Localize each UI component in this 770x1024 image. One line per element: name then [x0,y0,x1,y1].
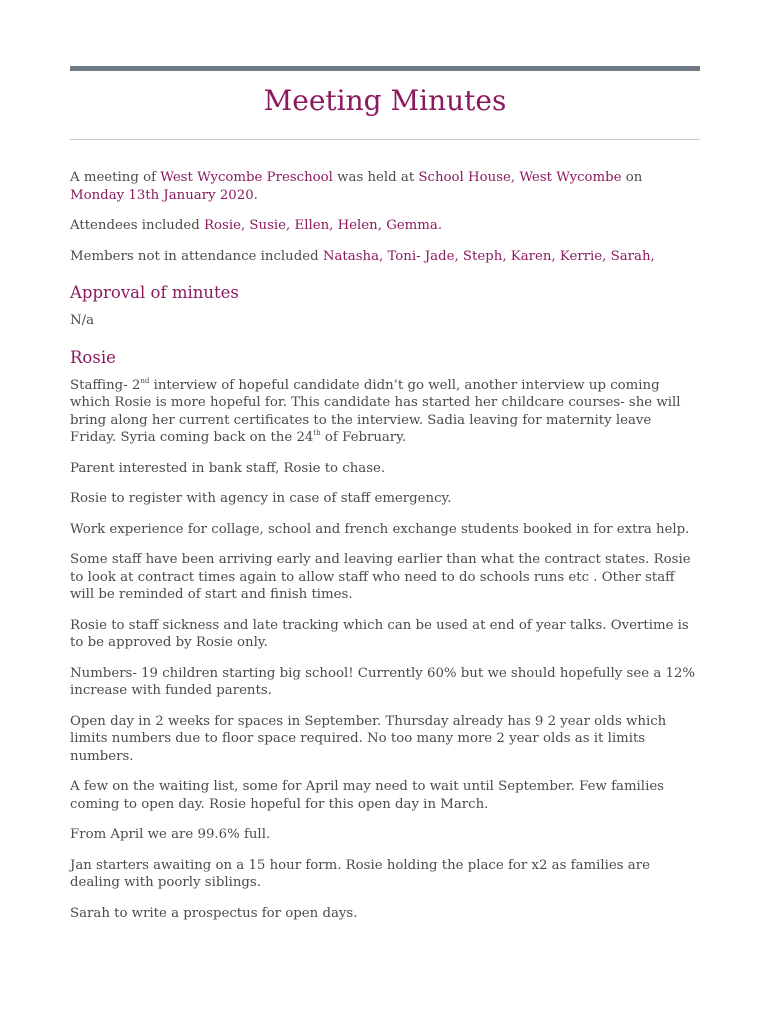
ordinal-suffix: th [313,429,321,437]
intro-paragraph [70,169,700,204]
attendees-paragraph [70,217,700,235]
document-body [70,169,700,935]
minutes-paragraph: Numbers- 19 children starting big school! Currently 60% but we should hopefully see a 12% increase with funded parents. [70,665,696,698]
staffing-text: interview of hopeful candidate didn’t go well, another interview up coming which Rosie is more hopeful for. This candidate has started her childcare courses- she will bring along her current certificates to the interview. Sadia leaving for maternity leave Friday. Syria coming back on the 24 [70,377,681,445]
ordinal-suffix: nd [140,376,150,385]
intro-text: . [253,187,258,203]
minutes-paragraph: Rosie to register with agency in case of staff emergency. [70,491,452,506]
absent-paragraph [70,248,700,266]
title-divider [70,139,700,140]
staffing-text: Staffing- 2 [70,377,141,393]
minutes-paragraph: Parent interested in bank staff, Rosie to chase. [70,460,386,476]
approval-text: N/a [70,313,95,328]
minutes-paragraph: Work experience for collage, school and french exchange students booked in for extra help. [70,521,690,537]
meeting-date: Monday 13th January 2020 [70,187,254,203]
minutes-paragraph: From April we are 99.6% full. [70,827,271,842]
absent-names: Natasha, Toni- Jade, Steph, Karen, Kerrie, Sarah, [322,248,655,264]
organization-name: West Wycombe Preschool [160,170,333,185]
top-divider [70,66,700,71]
intro-text: was held at [332,170,419,185]
meeting-location: School House, West Wycombe [418,170,622,185]
minutes-paragraph: Jan starters awaiting on a 15 hour form. Rosie holding the place for x2 as families are dealing with poorly siblings. [70,857,650,890]
minutes-paragraph: A few on the waiting list, some for April may need to wait until September. Few families coming to open day. Rosie hopeful for this open day in March. [70,779,665,812]
staffing-paragraph [70,377,700,447]
minutes-paragraph: Open day in 2 weeks for spaces in September. Thursday already has 9 2 year olds which limits numbers due to floor space required. No too many more 2 year olds as it limits numbers. [70,713,667,764]
intro-text: A meeting of [70,170,161,185]
attendees-names: Rosie, Susie, Ellen, Helen, Gemma. [204,218,443,233]
absent-label: Members not in attendance included [70,248,323,264]
section-heading-rosie: Rosie [70,347,116,367]
attendees-label: Attendees included [70,218,204,233]
section-heading-approval: Approval of minutes [70,283,239,302]
page-title: Meeting Minutes [263,84,507,117]
intro-text: on [621,170,643,185]
minutes-paragraph: Some staff have been arriving early and leaving earlier than what the contract states. Rosie to look at contract times again to allow staff who need to do schools runs etc . Other staff will be reminded of start and finish times. [70,552,691,602]
staffing-text: of February. [320,430,407,445]
minutes-paragraph: Rosie to staff sickness and late tracking which can be used at end of year talks. Overtime is to be approved by Rosie only. [70,617,689,650]
minutes-paragraph: Sarah to write a prospectus for open days. [70,905,358,921]
